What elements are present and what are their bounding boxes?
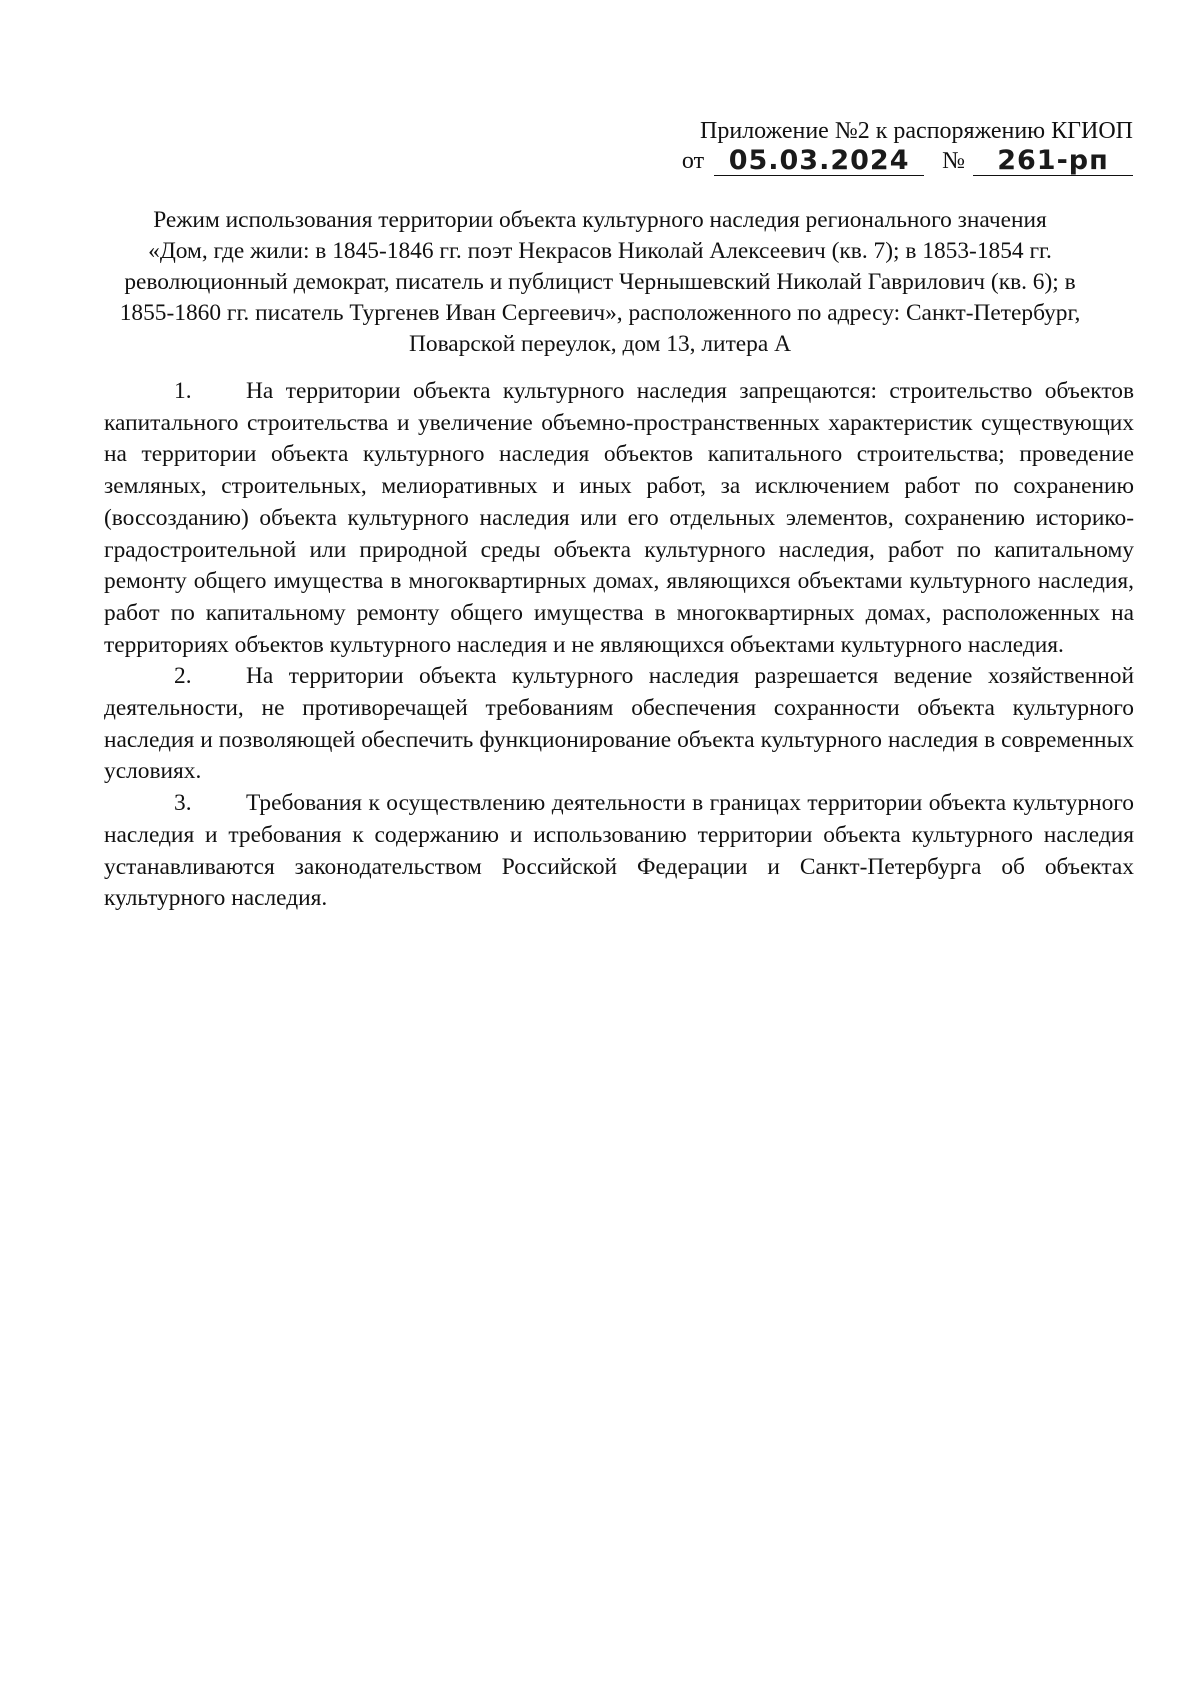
handwritten-number: 261-рп	[973, 147, 1133, 176]
title-line: 1855-1860 гг. писатель Тургенев Иван Сергеевич», расположенного по адресу: Санкт-Петербург,	[119, 300, 1081, 326]
paragraph-number: 1.	[174, 378, 192, 404]
paragraph-number: 2.	[174, 663, 192, 690]
title-line: Режим использования территории объекта культурного наследия регионального значения	[153, 207, 1047, 233]
paragraph-3	[104, 788, 1134, 915]
title-line: революционный демократ, писатель и публицист Чернышевский Николай Гаврилович (кв. 6); в	[124, 269, 1076, 295]
annex-line: Приложение №2 к распоряжению КГИОП	[700, 118, 1133, 144]
paragraph-1	[104, 376, 1134, 661]
annex-header	[663, 116, 1133, 176]
paragraph-text: Требования к осуществлению деятельности в границах территории объекта культурного наследия и требования к содержанию и использованию территории объекта культурного наследия устанавливаются законодательством Российской Федерации и Санкт-Петербурга об объектах культурного наследия.	[104, 790, 1134, 912]
date-prefix: от	[681, 148, 705, 174]
paragraph-number: 3.	[174, 790, 192, 817]
handwritten-date: 05.03.2024	[714, 147, 924, 176]
number-prefix: №	[942, 148, 965, 174]
title-line: Поварской переулок, дом 13, литера А	[408, 331, 791, 357]
document-body	[104, 376, 1134, 915]
paragraph-text: На территории объекта культурного наследия разрешается ведение хозяйственной деятельности, не противоречащей требованиям обеспечения сохранности объекта культурного наследия и позволяющей обеспечить функционирование объекта культурного наследия в современных условиях.	[104, 663, 1134, 785]
paragraph-text: На территории объекта культурного наследия запрещаются: строительство объектов капитального строительства и увеличение объемно-пространственных характеристик существующих на территории объекта культурного наследия объектов капитального строительства; проведение земляных, строительных, мелиоративных и иных работ, за исключением работ по сохранению (воссозданию) объекта культурного наследия или его отдельных элементов, сохранению историко-градостроительной или природной среды объекта культурного наследия, работ по капитальному ремонту общего имущества в многоквартирных домах, являющихся объектами культурного наследия, работ по капитальному ремонту общего имущества в многоквартирных домах, расположенных на территориях объектов культурного наследия и не являющихся объектами культурного наследия.	[104, 378, 1134, 658]
document-title	[100, 205, 1100, 360]
date-number-line	[663, 146, 1133, 176]
title-line: «Дом, где жили: в 1845-1846 гг. поэт Некрасов Николай Алексеевич (кв. 7); в 1853-1854 гг.	[148, 238, 1052, 264]
paragraph-2	[104, 661, 1134, 788]
